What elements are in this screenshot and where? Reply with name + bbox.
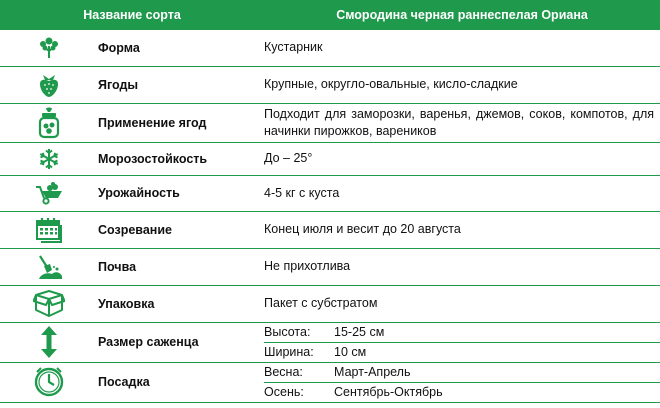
strawberry-icon <box>0 66 98 103</box>
table-row <box>0 103 660 142</box>
size-height-value: 15-25 см <box>334 322 660 342</box>
table-row <box>0 175 660 211</box>
planting-spring-key: Весна: <box>264 362 334 382</box>
size-width-key: Ширина: <box>264 342 334 362</box>
planting-spring-value: Март-Апрель <box>334 362 660 382</box>
clock-icon <box>0 362 98 402</box>
table-row <box>0 66 660 103</box>
table-row <box>0 211 660 248</box>
row-label: Урожайность <box>98 175 264 211</box>
row-label: Посадка <box>98 362 264 402</box>
row-value: Пакет с субстратом <box>264 285 660 322</box>
box-icon <box>0 285 98 322</box>
jar-icon <box>0 103 98 142</box>
shovel-soil-icon <box>0 248 98 285</box>
wheelbarrow-icon <box>0 175 98 211</box>
row-value: Кустарник <box>264 30 660 66</box>
header-name-col: Название сорта <box>0 0 264 30</box>
size-width-value: 10 см <box>334 342 660 362</box>
table-row <box>0 322 660 342</box>
row-value: 4-5 кг с куста <box>264 175 660 211</box>
table-header <box>0 0 660 30</box>
size-height-key: Высота: <box>264 322 334 342</box>
arrows-vertical-icon <box>0 322 98 362</box>
calendar-icon <box>0 211 98 248</box>
row-value: Не прихотлива <box>264 248 660 285</box>
row-value: До – 25° <box>264 142 660 175</box>
planting-autumn-value: Сентябрь-Октябрь <box>334 382 660 402</box>
row-label: Ягоды <box>98 66 264 103</box>
planting-autumn-key: Осень: <box>264 382 334 402</box>
tree-icon <box>0 30 98 66</box>
table-row <box>0 142 660 175</box>
table-row <box>0 30 660 66</box>
row-value: Подходит для заморозки, варенья, джемов, соков, компотов, для начинки пирожков, вареников <box>264 103 660 142</box>
row-label: Почва <box>98 248 264 285</box>
row-label: Упаковка <box>98 285 264 322</box>
row-label: Созревание <box>98 211 264 248</box>
table-row <box>0 248 660 285</box>
row-value: Конец июля и весит до 20 августа <box>264 211 660 248</box>
table-row <box>0 285 660 322</box>
header-variety-col: Смородина черная раннеспелая Ориана <box>264 0 660 30</box>
snowflake-icon <box>0 142 98 175</box>
row-label: Размер саженца <box>98 322 264 362</box>
row-label: Применение ягод <box>98 103 264 142</box>
table-row <box>0 362 660 382</box>
row-label: Форма <box>98 30 264 66</box>
row-label: Морозостойкость <box>98 142 264 175</box>
row-value: Крупные, округло-овальные, кисло-сладкие <box>264 66 660 103</box>
